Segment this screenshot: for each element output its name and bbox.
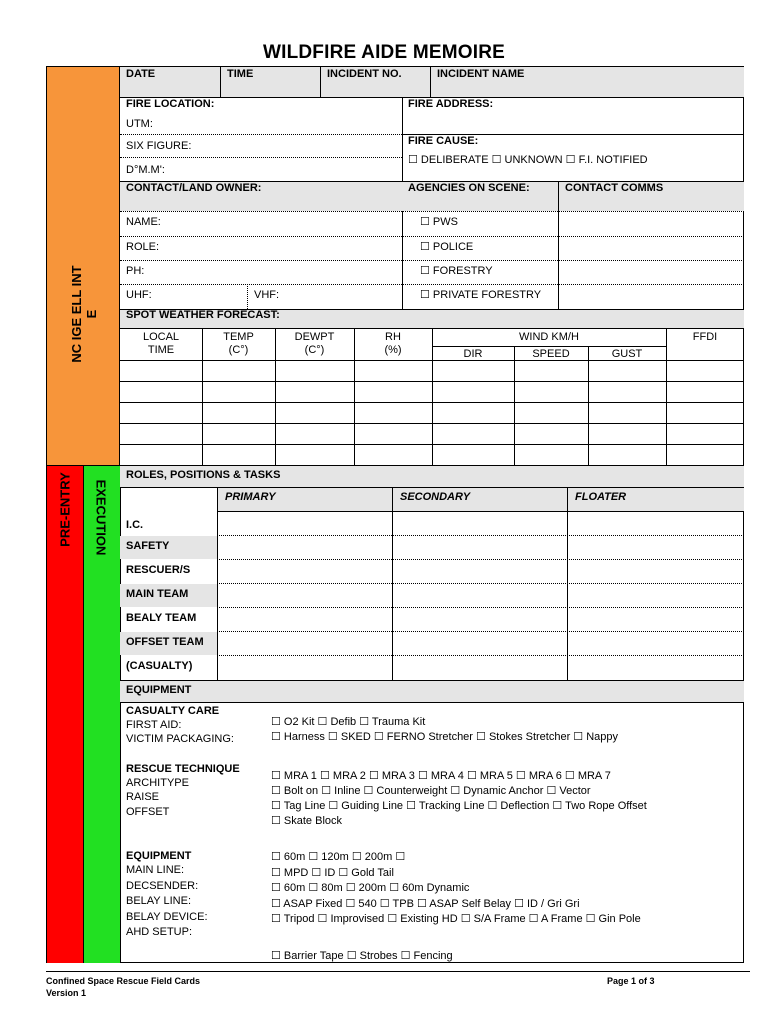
page-title: WILDFIRE AIDE MEMOIRE [262, 42, 506, 63]
eq-options-5[interactable]: ☐ Tripod ☐ Improvised ☐ Existing HD ☐ S/A Frame ☐ A Frame ☐ Gin Pole [271, 913, 641, 925]
role-row-offset-team: OFFSET TEAM [126, 636, 204, 648]
eq-options-6[interactable]: ☐ Barrier Tape ☐ Strobes ☐ Fencing [271, 950, 453, 962]
victim-packaging-label: VICTIM PACKAGING: [126, 733, 234, 745]
ahd-setup-label: AHD SETUP: [126, 926, 193, 938]
eq-options-1[interactable]: ☐ 60m ☐ 120m ☐ 200m ☐ [271, 851, 406, 863]
architype-label: ARCHITYPE [126, 777, 189, 789]
role-row-casualty: (CASUALTY) [126, 660, 193, 672]
floater-head: FLOATER [575, 491, 627, 503]
first-aid-label: FIRST AID: [126, 719, 182, 731]
execution-label: EXECUTION [93, 479, 109, 556]
dir-head: DIR [463, 348, 483, 360]
offset-label: OFFSET [126, 806, 170, 818]
eq-options-4[interactable]: ☐ ASAP Fixed ☐ 540 ☐ TPB ☐ ASAP Self Belay ☐ ID / Gri Gri [271, 898, 580, 910]
eq-options-2[interactable]: ☐ MPD ☐ ID ☐ Gold Tail [271, 867, 394, 879]
architype-options[interactable]: ☐ MRA 1 ☐ MRA 2 ☐ MRA 3 ☐ MRA 4 ☐ MRA 5 ☐ MRA 6 ☐ MRA 7 [271, 770, 611, 782]
contact-comms-label: CONTACT COMMS [565, 182, 664, 194]
role-row-bealy-team: BEALY TEAM [126, 612, 197, 624]
time-label: TIME [227, 68, 254, 80]
equipment-title: EQUIPMENT [126, 684, 192, 696]
victim-packaging-options[interactable]: ☐ Harness ☐ SKED ☐ FERNO Stretcher ☐ Stokes Stretcher ☐ Nappy [271, 731, 619, 743]
fire-address-label: FIRE ADDRESS: [408, 98, 494, 110]
wind-head: WIND KM/H [519, 331, 579, 343]
main-line-label: MAIN LINE: [126, 864, 185, 876]
vhf-label: VHF: [254, 289, 280, 301]
role-label: ROLE: [126, 241, 160, 253]
speed-head: SPEED [532, 348, 570, 360]
contact-owner-label: CONTACT/LAND OWNER: [126, 182, 262, 194]
ph-label: PH: [126, 265, 145, 277]
incident-name-label: INCIDENT NAME [437, 68, 525, 80]
footer-page-number: Page 1 of 3 [607, 976, 655, 986]
skate-block-option[interactable]: ☐ Skate Block [271, 815, 343, 827]
temp-head: TEMP (C°) [223, 331, 254, 356]
ffdi-head: FFDI [692, 331, 718, 343]
police-checkbox[interactable]: ☐ POLICE [420, 241, 474, 253]
incident-no-label: INCIDENT NO. [327, 68, 402, 80]
first-aid-options[interactable]: ☐ O2 Kit ☐ Defib ☐ Trauma Kit [271, 716, 426, 728]
footer-divider [46, 971, 750, 972]
form-sheet [46, 66, 744, 963]
rescue-technique-head: RESCUE TECHNIQUE [126, 763, 240, 775]
belay-line-label: BELAY LINE: [126, 895, 192, 907]
primary-head: PRIMARY [225, 491, 276, 503]
six-figure-label: SIX FIGURE: [126, 140, 192, 152]
offset-options[interactable]: ☐ Tag Line ☐ Guiding Line ☐ Tracking Line ☐ Deflection ☐ Two Rope Offset [271, 800, 647, 812]
role-row-safety: SAFETY [126, 540, 170, 552]
uhf-label: UHF: [126, 289, 152, 301]
pre-entry-label: PRE-ENTRY [57, 472, 73, 547]
raise-label: RAISE [126, 791, 160, 803]
private-forestry-checkbox[interactable]: ☐ PRIVATE FORESTRY [420, 289, 542, 301]
pws-checkbox[interactable]: ☐ PWS [420, 216, 458, 228]
forestry-checkbox[interactable]: ☐ FORESTRY [420, 265, 493, 277]
local-time-head: LOCAL TIME [142, 331, 180, 356]
gust-head: GUST [611, 348, 643, 360]
name-label: NAME: [126, 216, 161, 228]
utm-label: UTM: [126, 118, 153, 130]
agencies-label: AGENCIES ON SCENE: [408, 182, 530, 194]
fire-cause-options[interactable]: ☐ DELIBERATE ☐ UNKNOWN ☐ F.I. NOTIFIED [408, 154, 648, 166]
dmm-label: D°M.M': [126, 164, 165, 176]
weather-title: SPOT WEATHER FORECAST: [126, 309, 280, 321]
footer-version: Version 1 [46, 988, 87, 998]
roles-title: ROLES, POSITIONS & TASKS [126, 469, 281, 481]
dewpt-head: DEWPT (C°) [294, 331, 335, 356]
belay-device-label: BELAY DEVICE: [126, 911, 208, 923]
fire-location-label: FIRE LOCATION: [126, 98, 215, 110]
equipment-subhead: EQUIPMENT [126, 850, 192, 862]
decsender-label: DECSENDER: [126, 880, 199, 892]
intel-label: NC IGE ELL INT E [69, 265, 99, 363]
secondary-head: SECONDARY [400, 491, 471, 503]
footer-left-title: Confined Space Rescue Field Cards [46, 976, 201, 986]
role-row-rescuers: RESCUER/S [126, 564, 191, 576]
fire-cause-label: FIRE CAUSE: [408, 135, 479, 147]
raise-options[interactable]: ☐ Bolt on ☐ Inline ☐ Counterweight ☐ Dynamic Anchor ☐ Vector [271, 785, 591, 797]
casualty-care-head: CASUALTY CARE [126, 705, 220, 717]
eq-options-3[interactable]: ☐ 60m ☐ 80m ☐ 200m ☐ 60m Dynamic [271, 882, 470, 894]
date-label: DATE [126, 68, 156, 80]
role-row-main-team: MAIN TEAM [126, 588, 189, 600]
rh-head: RH (%) [384, 331, 402, 356]
role-row-ic: I.C. [126, 519, 144, 531]
